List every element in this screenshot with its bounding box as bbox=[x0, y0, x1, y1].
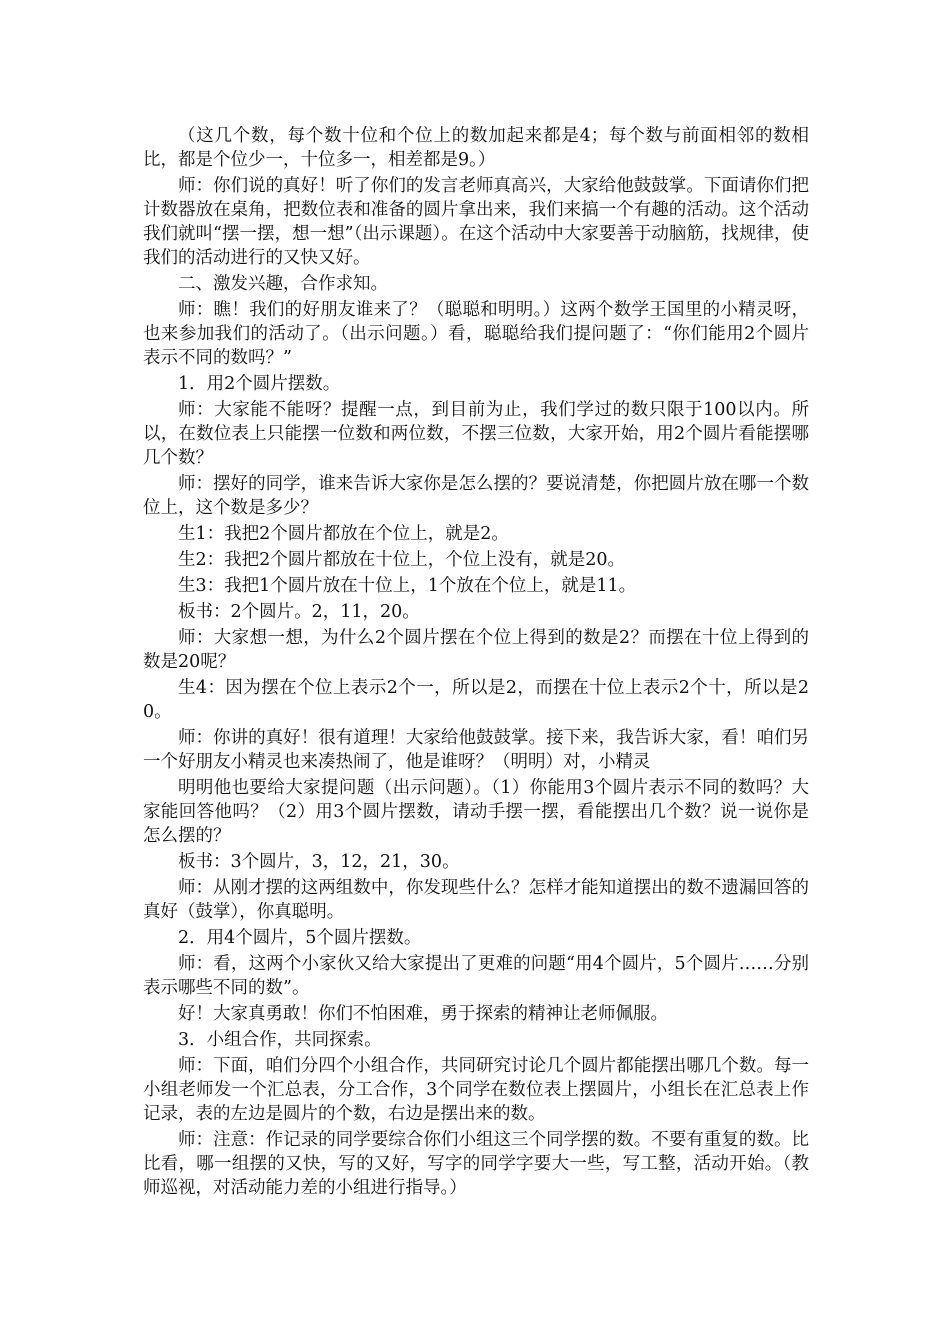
subsection-heading: 1．用2个圆片摆数。 bbox=[178, 374, 341, 394]
paragraph: 师：注意：作记录的同学要综合你们小组这三个同学摆的数。不要有重复的数。比比看，哪一组摆的又快，写的又好，写字的同学字要大一些，写工整，活动开始。（教师巡视，对活动能力差的小组进行指导。） bbox=[143, 1130, 809, 1198]
paragraph: 生2：我把2个圆片都放在十位上，个位上没有，就是20。 bbox=[178, 550, 626, 570]
paragraph: 师：从刚才摆的这两组数中，你发现些什么？怎样才能知道摆出的数不遗漏回答的真好（鼓掌），你真聪明。 bbox=[143, 878, 809, 922]
paragraph: 明明他也要给大家提问题（出示问题）。（1）你能用3个圆片表示不同的数吗？大家能回答他吗？（2）用3个圆片摆数，请动手摆一摆，看能摆出几个数？说一说你是怎么摆的？ bbox=[143, 778, 809, 846]
paragraph: 生1：我把2个圆片都放在个位上，就是2。 bbox=[178, 524, 509, 544]
paragraph: 板书：3个圆片，3，12，21，30。 bbox=[178, 852, 460, 872]
paragraph: 师：瞧！我们的好朋友谁来了？（聪聪和明明。）这两个数学王国里的小精灵呀，也来参加我们的活动了。（出示问题。）看，聪聪给我们提问题了：“你们能用2个圆片表示不同的数吗？” bbox=[143, 300, 809, 368]
paragraph: 师：看，这两个小家伙又给大家提出了更难的问题“用4个圆片，5个圆片……分别表示哪些不同的数”。 bbox=[143, 954, 809, 998]
paragraph: 师：大家能不能呀？提醒一点，到目前为止，我们学过的数只限于100以内。所以，在数位表上只能摆一位数和两位数，不摆三位数，大家开始，用2个圆片看能摆哪几个数？ bbox=[143, 400, 809, 468]
paragraph: 师：你们说的真好！听了你们的发言老师真高兴，大家给他鼓鼓掌。下面请你们把计数器放在桌角，把数位表和准备的圆片拿出来，我们来搞一个有趣的活动。这个活动我们就叫“摆一摆，想一想”（出示课题）。在这个活动中大家要善于动脑筋，找规律，使我们的活动进行的又快又好。 bbox=[143, 176, 809, 268]
paragraph: 生3：我把1个圆片放在十位上，1个放在个位上，就是11。 bbox=[178, 576, 637, 596]
paragraph: 师：你讲的真好！很有道理！大家给他鼓鼓掌。接下来，我告诉大家，看！咱们另一个好朋友小精灵也来凑热闹了，他是谁呀？（明明）对，小精灵 bbox=[143, 728, 809, 772]
paragraph: （这几个数，每个数十位和个位上的数加起来都是4；每个数与前面相邻的数相比，都是个位少一，十位多一，相差都是9。） bbox=[143, 126, 809, 170]
paragraph: 师：下面，咱们分四个小组合作，共同研究讨论几个圆片都能摆出哪几个数。每一小组老师发一个汇总表，分工合作，3个同学在数位表上摆圆片，小组长在汇总表上作记录，表的左边是圆片的个数，右边是摆出来的数。 bbox=[143, 1056, 809, 1124]
subsection-heading: 3．小组合作，共同探索。 bbox=[178, 1030, 382, 1050]
paragraph: 生4：因为摆在个位上表示2个一，所以是2，而摆在十位上表示2个十，所以是20。 bbox=[143, 678, 809, 722]
subsection-heading: 2．用4个圆片，5个圆片摆数。 bbox=[178, 928, 422, 948]
paragraph: 好！大家真勇敢！你们不怕困难，勇于探索的精神让老师佩服。 bbox=[178, 1004, 668, 1024]
paragraph: 师：大家想一想，为什么2个圆片摆在个位上得到的数是2？而摆在十位上得到的数是20呢？ bbox=[143, 628, 809, 672]
document-body bbox=[143, 124, 809, 1202]
paragraph: 师：摆好的同学，谁来告诉大家你是怎么摆的？要说清楚，你把圆片放在哪一个数位上，这个数是多少？ bbox=[143, 474, 809, 518]
section-heading: 二、激发兴趣，合作求知。 bbox=[178, 274, 388, 294]
paragraph: 板书：2个圆片。2，11，20。 bbox=[178, 602, 420, 622]
